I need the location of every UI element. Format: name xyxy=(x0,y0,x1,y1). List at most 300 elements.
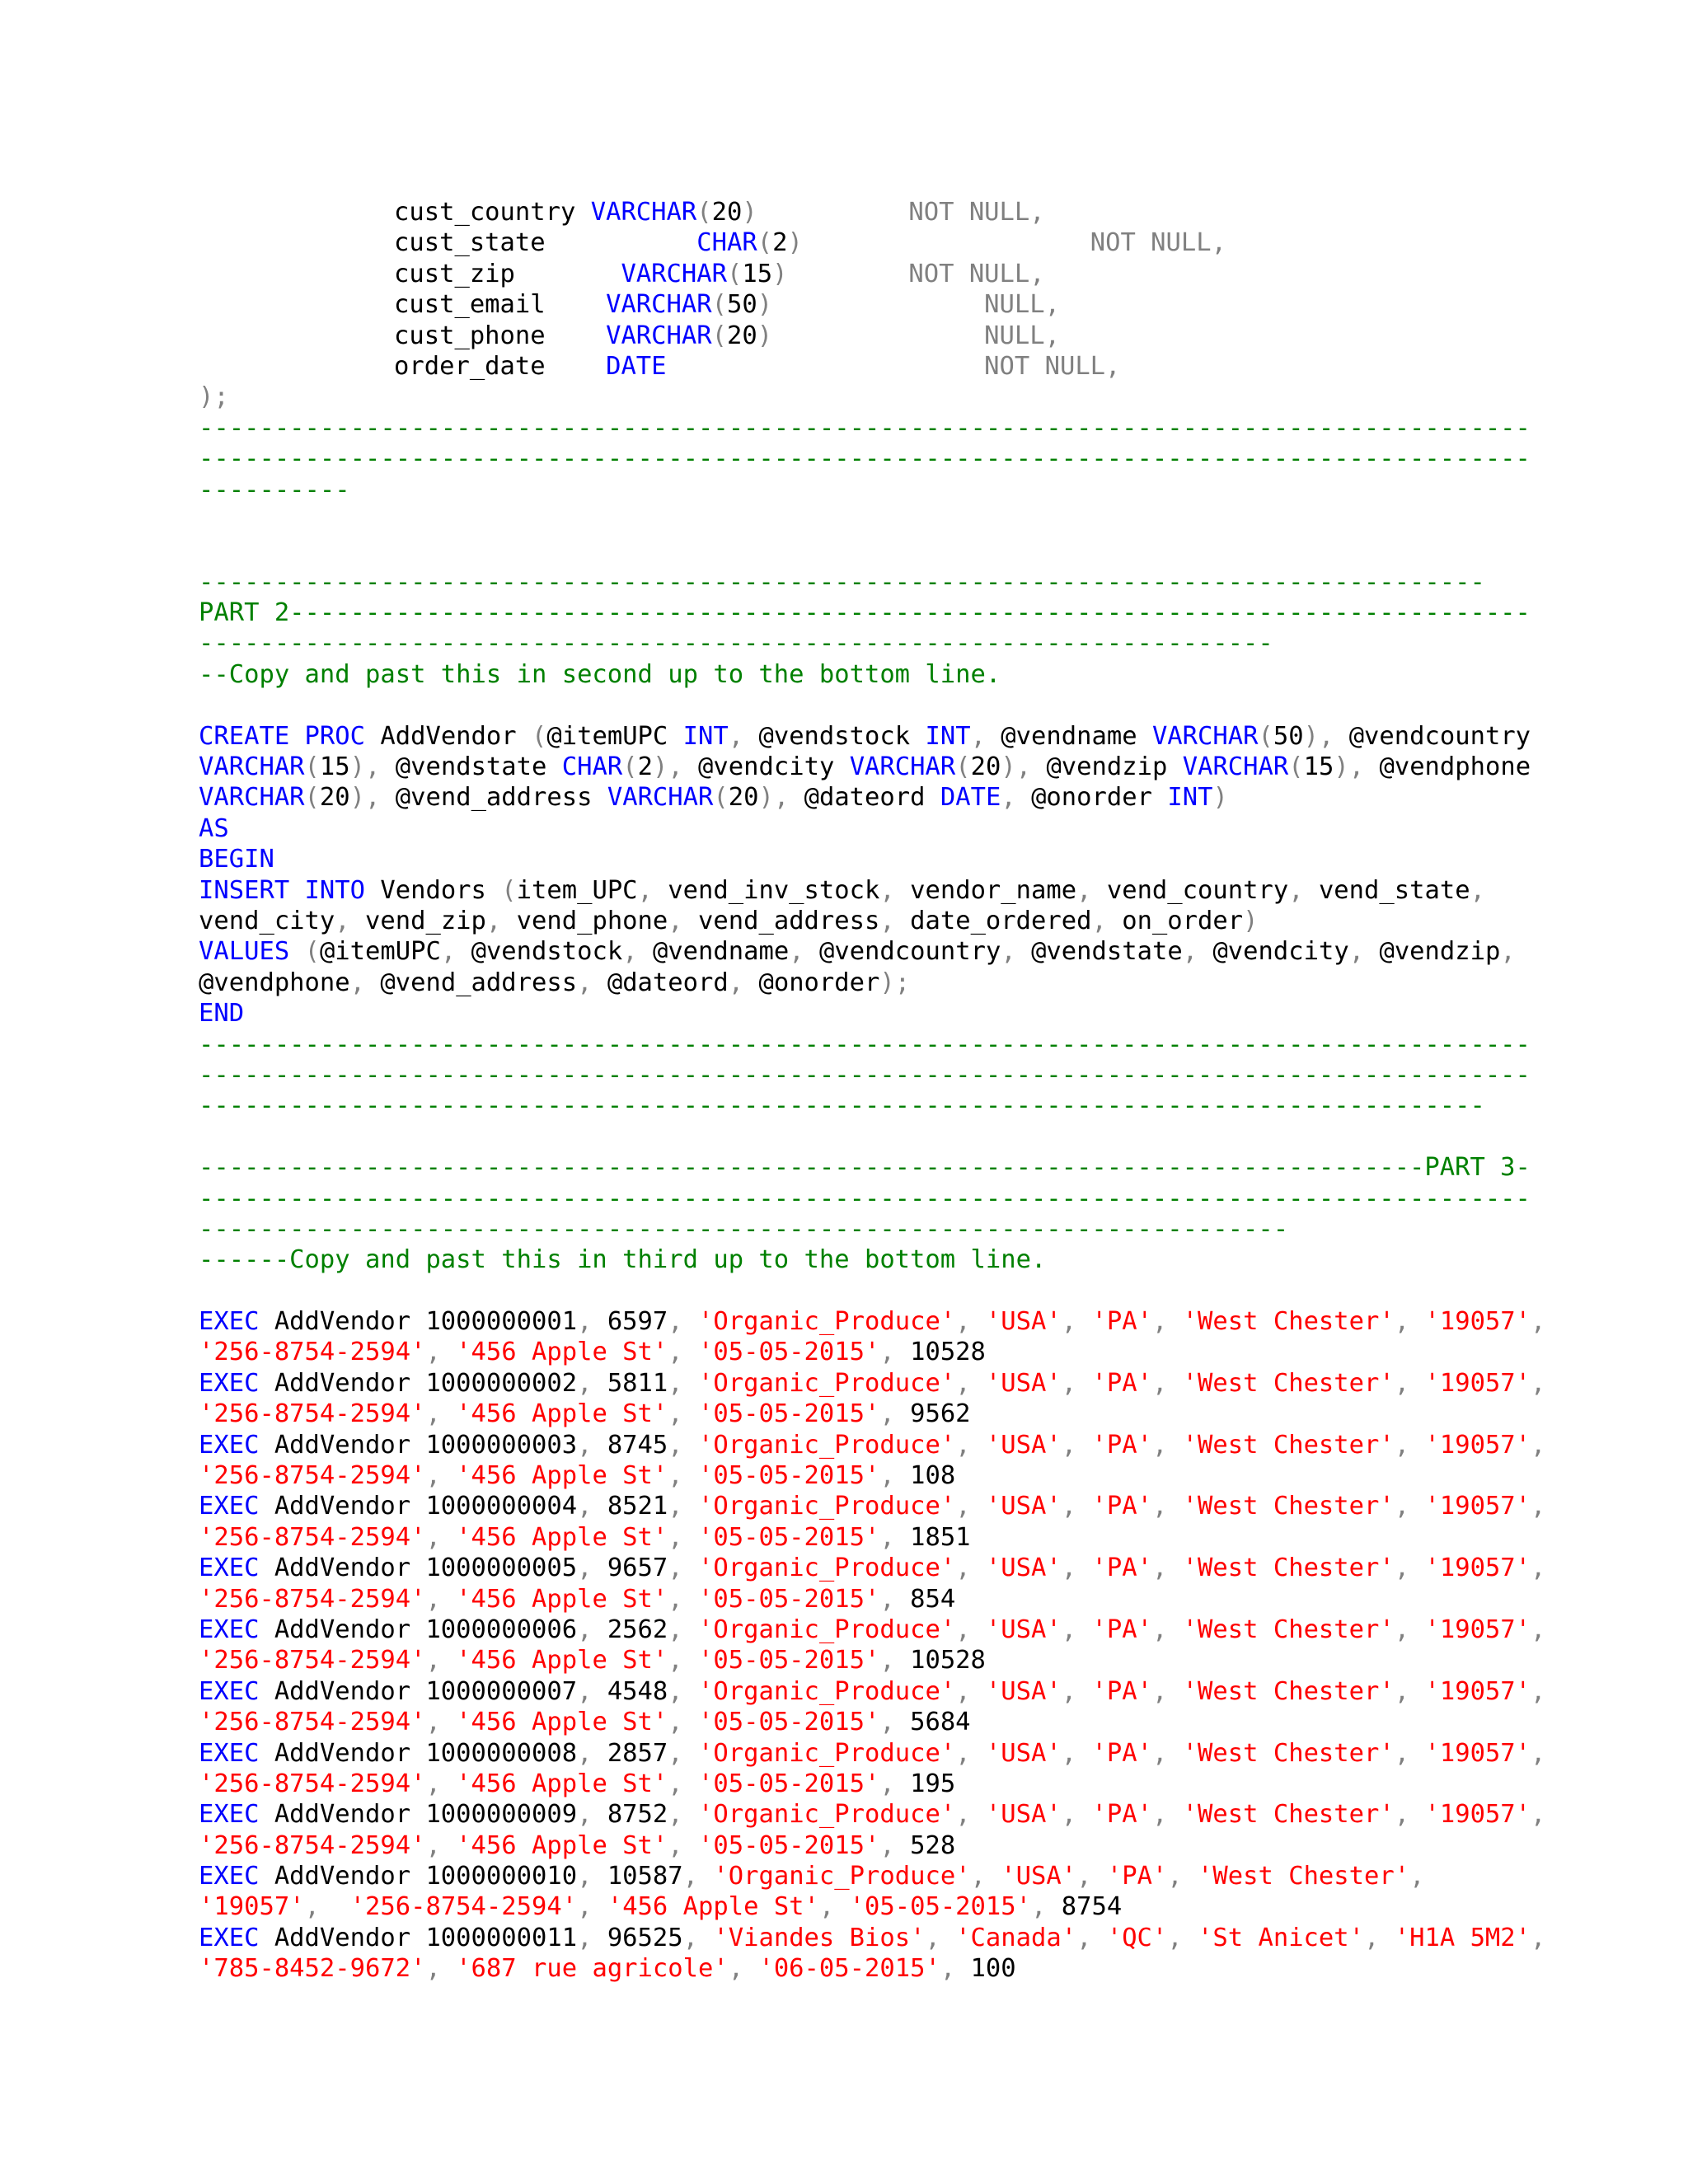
punctuation: , xyxy=(1394,1492,1425,1521)
code-line xyxy=(199,1738,1546,1769)
code-line xyxy=(199,998,1484,1029)
string-literal: '256-8754-2594' xyxy=(199,1646,426,1675)
punctuation: , xyxy=(1151,1492,1183,1521)
punctuation: , xyxy=(1531,1307,1546,1337)
punctuation: , xyxy=(879,1769,895,1798)
punctuation: ( xyxy=(955,752,971,782)
code-text: @vendstock xyxy=(743,721,926,751)
code-line xyxy=(199,1183,1531,1214)
code-text: @itemUPC xyxy=(319,937,441,967)
blank-line xyxy=(199,1122,1484,1152)
code-text: 8754 xyxy=(1046,1892,1123,1922)
sql-code-document xyxy=(199,197,1546,1985)
string-literal: 'West Chester' xyxy=(1182,1738,1395,1768)
code-line xyxy=(199,227,1484,258)
sql-keyword: EXEC xyxy=(199,1676,260,1706)
string-literal: 'West Chester' xyxy=(1182,1307,1395,1337)
punctuation: , xyxy=(1167,1862,1198,1891)
punctuation: , xyxy=(1151,1615,1183,1644)
code-text: 108 xyxy=(894,1461,956,1491)
punctuation: , xyxy=(668,1708,698,1737)
code-line xyxy=(199,1553,1546,1583)
code-line xyxy=(199,906,1484,936)
sql-keyword: CHAR xyxy=(696,228,757,258)
code-text: 50 xyxy=(1273,721,1304,751)
code-text: AddVendor 1000000011 xyxy=(259,1923,578,1952)
code-text: 195 xyxy=(894,1769,956,1798)
code-text xyxy=(289,937,304,966)
code-line xyxy=(199,1152,1531,1183)
string-literal: 'Viandes Bios' xyxy=(713,1923,926,1952)
code-text: @vendcountry xyxy=(1334,721,1531,751)
code-text: @vendname xyxy=(637,937,790,967)
code-line xyxy=(199,382,1484,412)
code-text: AddVendor 1000000005 xyxy=(259,1554,578,1583)
punctuation: , xyxy=(1394,1800,1425,1830)
code-line xyxy=(199,1244,1484,1275)
string-literal: '19057' xyxy=(1424,1307,1531,1337)
punctuation: , xyxy=(577,1430,593,1460)
punctuation: , xyxy=(1531,1615,1546,1644)
code-line xyxy=(199,813,1484,844)
string-literal: 'PA' xyxy=(1091,1615,1152,1644)
sql-keyword: CHAR xyxy=(561,752,623,782)
punctuation: , xyxy=(425,1769,457,1798)
code-line xyxy=(199,1368,1546,1399)
punctuation: , xyxy=(1531,1800,1546,1830)
comment-text: ---------- xyxy=(199,475,350,504)
code-line xyxy=(199,1214,1484,1244)
punctuation: ( xyxy=(1288,752,1304,782)
code-line xyxy=(199,844,1484,874)
string-literal: 'PA' xyxy=(1091,1554,1152,1583)
string-literal: 'USA' xyxy=(985,1554,1062,1583)
string-literal: '05-05-2015' xyxy=(698,1399,880,1429)
punctuation: , xyxy=(425,1399,457,1429)
sql-keyword: EXEC xyxy=(199,1738,260,1768)
code-text: AddVendor 1000000002 xyxy=(259,1368,578,1398)
code-line xyxy=(199,413,1531,443)
punctuation: ( xyxy=(304,783,320,813)
punctuation: , xyxy=(349,968,366,997)
punctuation: , xyxy=(970,721,986,751)
punctuation: , xyxy=(1531,1923,1546,1952)
punctuation: , xyxy=(668,1461,698,1491)
string-literal: 'USA' xyxy=(1001,1862,1077,1891)
sql-keyword: VARCHAR xyxy=(849,752,956,782)
code-text: AddVendor 1000000004 xyxy=(259,1492,578,1521)
code-text: @vendzip xyxy=(1031,752,1183,782)
code-line xyxy=(199,1830,1484,1861)
comment-text: ---------------------------------------------------------------------------------------- xyxy=(199,1060,1531,1090)
punctuation: , xyxy=(1151,1368,1183,1398)
code-text: vend_city xyxy=(199,906,335,935)
code-text: item_UPC xyxy=(516,875,638,905)
sql-keyword: DATE xyxy=(940,783,1001,813)
punctuation: , xyxy=(577,1800,593,1830)
punctuation: , xyxy=(1091,906,1107,935)
code-line xyxy=(199,1491,1546,1521)
punctuation: , xyxy=(577,1923,593,1952)
punctuation: , xyxy=(1151,1554,1183,1583)
punctuation: , xyxy=(1001,783,1016,813)
punctuation: , xyxy=(955,1554,986,1583)
code-text: cust_country xyxy=(394,198,591,227)
sql-keyword: INT xyxy=(1167,783,1213,813)
punctuation: , xyxy=(440,937,457,967)
punctuation: , xyxy=(879,1830,895,1860)
code-text: 8752 xyxy=(592,1800,668,1830)
code-text: @dateord xyxy=(592,968,729,997)
punctuation: , xyxy=(485,906,502,935)
sql-keyword: EXEC xyxy=(199,1307,260,1337)
code-text: 50 xyxy=(727,290,757,320)
sql-keyword: EXEC xyxy=(199,1368,260,1398)
punctuation: ( xyxy=(696,198,712,227)
code-line xyxy=(199,936,1516,967)
punctuation: ), xyxy=(1334,752,1365,782)
punctuation: ) NULL, xyxy=(757,321,1060,350)
code-line xyxy=(199,443,1531,474)
code-text: 5811 xyxy=(592,1368,668,1398)
string-literal: '256-8754-2594' xyxy=(199,1769,426,1798)
code-text: 15 xyxy=(742,259,773,288)
code-text: cust_email xyxy=(394,290,607,320)
punctuation: , xyxy=(955,1368,986,1398)
code-text: 20 xyxy=(970,752,1001,782)
punctuation: ), xyxy=(652,752,683,782)
punctuation: , xyxy=(1151,1676,1183,1706)
code-text: 2 xyxy=(637,752,653,782)
string-literal: 'West Chester' xyxy=(1182,1615,1395,1644)
punctuation: , xyxy=(879,1584,895,1614)
code-text: 854 xyxy=(894,1584,956,1614)
code-line xyxy=(199,1306,1546,1337)
punctuation: , xyxy=(1531,1554,1546,1583)
code-text: 20 xyxy=(319,783,350,813)
code-line xyxy=(199,1923,1546,1953)
string-literal: '05-05-2015' xyxy=(849,1892,1031,1922)
punctuation: , xyxy=(682,1923,714,1952)
punctuation: , xyxy=(1061,1676,1092,1706)
punctuation: , xyxy=(577,1738,593,1768)
string-literal: '05-05-2015' xyxy=(698,1461,880,1491)
code-text: 100 xyxy=(955,1954,1016,1984)
code-text: 20 xyxy=(711,198,743,227)
punctuation: , xyxy=(1061,1368,1092,1398)
punctuation: , xyxy=(818,1892,850,1922)
code-line xyxy=(199,1584,1484,1615)
punctuation: , xyxy=(668,1430,699,1460)
punctuation: ), xyxy=(1001,752,1032,782)
string-literal: '19057' xyxy=(1424,1676,1531,1706)
code-line xyxy=(199,1799,1546,1830)
punctuation: , xyxy=(577,1554,593,1583)
comment-text: ---------------------------------------------------------------------------------------- xyxy=(199,1183,1531,1213)
punctuation: , xyxy=(955,1430,986,1460)
punctuation: , xyxy=(668,1522,698,1552)
string-literal: 'USA' xyxy=(985,1738,1062,1768)
string-literal: '05-05-2015' xyxy=(698,1584,880,1614)
sql-keyword: EXEC xyxy=(199,1862,260,1891)
code-text: 96525 xyxy=(592,1923,683,1952)
comment-text: ---------------------------------------------------------------------------------------- xyxy=(199,413,1531,443)
string-literal: 'USA' xyxy=(985,1492,1062,1521)
code-line xyxy=(199,1645,1484,1675)
comment-text: PART 2---------------------------------------------------------------------------------- xyxy=(199,598,1531,628)
punctuation: , xyxy=(425,1830,457,1860)
punctuation: , xyxy=(1394,1738,1425,1768)
comment-text: ------------------------------------------------------------------------ xyxy=(199,1214,1289,1244)
blank-line xyxy=(199,1276,1484,1306)
comment-text: ----------------------------------------------------------------------- xyxy=(199,629,1273,658)
punctuation: , xyxy=(1061,1492,1092,1521)
code-text: @dateord xyxy=(789,783,940,813)
code-text: 2562 xyxy=(592,1615,668,1644)
string-literal: '05-05-2015' xyxy=(698,1708,880,1737)
code-line xyxy=(199,875,1484,906)
code-line xyxy=(199,598,1531,628)
punctuation: ( xyxy=(713,783,729,813)
punctuation: , xyxy=(1394,1554,1425,1583)
code-text: cust_state xyxy=(394,228,697,258)
code-text: AddVendor 1000000008 xyxy=(259,1738,578,1768)
code-text: 4548 xyxy=(592,1676,668,1706)
code-line xyxy=(199,1891,1484,1922)
code-text: @vend_address xyxy=(365,968,578,997)
punctuation: , xyxy=(789,937,804,967)
code-text: order_date xyxy=(394,351,607,381)
punctuation: , xyxy=(668,1399,698,1429)
code-text: AddVendor xyxy=(365,721,532,751)
punctuation: , xyxy=(1076,1862,1107,1891)
code-text: 10528 xyxy=(894,1646,986,1675)
punctuation: NOT NULL, xyxy=(666,351,1121,381)
punctuation: , xyxy=(955,1676,986,1706)
code-text: 10528 xyxy=(894,1338,986,1367)
code-text: @itemUPC xyxy=(546,721,683,751)
punctuation: ( xyxy=(711,290,727,320)
code-line xyxy=(199,752,1531,782)
sql-keyword: VARCHAR xyxy=(199,752,305,782)
punctuation: ( xyxy=(304,937,320,967)
code-line xyxy=(199,1399,1484,1429)
punctuation: , xyxy=(879,1399,895,1429)
string-literal: 'PA' xyxy=(1091,1492,1152,1521)
code-line xyxy=(199,1676,1546,1707)
string-literal: '256-8754-2594' xyxy=(349,1892,578,1922)
punctuation: , xyxy=(879,1338,895,1367)
string-literal: '05-05-2015' xyxy=(698,1830,880,1860)
punctuation: , xyxy=(577,1862,593,1891)
code-text: 20 xyxy=(728,783,759,813)
code-text: AddVendor 1000000007 xyxy=(259,1676,578,1706)
string-literal: 'USA' xyxy=(985,1615,1062,1644)
sql-keyword: VARCHAR xyxy=(606,321,712,350)
punctuation: ) NOT NULL, xyxy=(787,228,1226,258)
string-literal: '256-8754-2594' xyxy=(199,1584,426,1614)
punctuation: ( xyxy=(304,752,320,782)
string-literal: '785-8452-9672' xyxy=(199,1954,426,1984)
code-text: vend_inv_stock xyxy=(652,875,880,905)
punctuation: , xyxy=(1531,1492,1546,1521)
comment-text: ---------------------------------------------------------------------------------------- xyxy=(199,444,1531,474)
punctuation: , xyxy=(1061,1430,1092,1460)
sql-keyword: EXEC xyxy=(199,1800,260,1830)
code-text: 1851 xyxy=(894,1522,971,1552)
string-literal: 'Organic_Produce' xyxy=(713,1862,971,1891)
punctuation: , xyxy=(668,1554,699,1583)
string-literal: '456 Apple St' xyxy=(607,1892,819,1922)
sql-keyword: AS xyxy=(199,813,229,843)
punctuation: , xyxy=(668,1492,699,1521)
punctuation: , xyxy=(425,1584,457,1614)
comment-text: ------------------------------------------------------------------------------------- xyxy=(199,1091,1485,1121)
punctuation: , xyxy=(668,1338,698,1367)
string-literal: '19057' xyxy=(1424,1368,1531,1398)
code-line xyxy=(199,351,1484,382)
string-literal: 'Organic_Produce' xyxy=(698,1492,956,1521)
code-text: 8521 xyxy=(592,1492,668,1521)
sql-keyword: INT xyxy=(682,721,729,751)
sql-keyword: INT xyxy=(925,721,971,751)
code-text: @vend_address xyxy=(380,783,607,813)
sql-keyword: VARCHAR xyxy=(607,783,714,813)
code-text: AddVendor 1000000001 xyxy=(259,1307,578,1337)
code-line xyxy=(199,1522,1484,1553)
punctuation: , xyxy=(668,1800,699,1830)
string-literal: 'USA' xyxy=(985,1676,1062,1706)
code-text: @vendstate xyxy=(380,752,562,782)
punctuation: , xyxy=(1500,937,1516,967)
punctuation: , xyxy=(668,1676,699,1706)
sql-keyword: INSERT INTO xyxy=(199,875,365,905)
punctuation: , xyxy=(682,1862,714,1891)
string-literal: 'Organic_Produce' xyxy=(698,1430,956,1460)
punctuation: ); xyxy=(879,968,911,997)
code-text: 15 xyxy=(1303,752,1334,782)
code-line xyxy=(199,567,1484,598)
string-literal: '456 Apple St' xyxy=(456,1399,668,1429)
string-literal: '256-8754-2594' xyxy=(199,1522,426,1552)
string-literal: 'H1A 5M2' xyxy=(1394,1923,1531,1952)
code-text: cust_phone xyxy=(394,321,607,350)
code-line xyxy=(199,197,1484,227)
string-literal: 'West Chester' xyxy=(1182,1676,1395,1706)
punctuation: , xyxy=(1394,1430,1425,1460)
string-literal: '256-8754-2594' xyxy=(199,1708,426,1737)
punctuation: , xyxy=(1394,1615,1425,1644)
sql-keyword: VARCHAR xyxy=(621,259,727,288)
code-text: 9657 xyxy=(592,1554,668,1583)
code-line xyxy=(199,1769,1484,1799)
string-literal: '19057' xyxy=(1424,1738,1531,1768)
punctuation: ), xyxy=(349,783,381,813)
punctuation: , xyxy=(1061,1615,1092,1644)
string-literal: 'PA' xyxy=(1091,1800,1152,1830)
sql-keyword: VARCHAR xyxy=(606,290,712,320)
punctuation: ) xyxy=(1212,783,1228,813)
punctuation: ( xyxy=(532,721,547,751)
punctuation: ), xyxy=(758,783,790,813)
sql-keyword: EXEC xyxy=(199,1430,260,1460)
code-text: AddVendor 1000000010 xyxy=(259,1862,578,1891)
punctuation: , xyxy=(955,1738,986,1768)
punctuation: , xyxy=(1531,1738,1546,1768)
comment-text: ------------------------------------------------------------------------------------- xyxy=(199,567,1485,597)
punctuation: , xyxy=(955,1307,986,1337)
punctuation: , xyxy=(668,1646,698,1675)
punctuation: , xyxy=(879,1522,895,1552)
punctuation: ) NOT NULL, xyxy=(772,259,1045,288)
punctuation: , xyxy=(955,1492,986,1521)
string-literal: 'PA' xyxy=(1091,1738,1152,1768)
code-text: vendor_name xyxy=(894,875,1077,905)
punctuation: , xyxy=(668,1307,699,1337)
string-literal: 'West Chester' xyxy=(1198,1862,1410,1891)
string-literal: 'Organic_Produce' xyxy=(698,1307,956,1337)
punctuation: , xyxy=(1394,1307,1425,1337)
string-literal: 'Organic_Produce' xyxy=(698,1738,956,1768)
punctuation: , xyxy=(1531,1430,1546,1460)
punctuation: , xyxy=(668,1615,699,1644)
sql-keyword: VARCHAR xyxy=(1182,752,1289,782)
string-literal: '456 Apple St' xyxy=(456,1769,668,1798)
string-literal: 'PA' xyxy=(1091,1368,1152,1398)
punctuation: , xyxy=(955,1615,986,1644)
punctuation: ( xyxy=(727,259,743,288)
punctuation: , xyxy=(425,1954,457,1984)
string-literal: 'USA' xyxy=(985,1368,1062,1398)
punctuation: , xyxy=(940,1954,956,1984)
punctuation: , xyxy=(1151,1738,1183,1768)
punctuation: ), xyxy=(1303,721,1334,751)
punctuation: , xyxy=(668,1584,698,1614)
punctuation: , xyxy=(668,906,683,935)
code-text: @vendphone xyxy=(199,968,350,997)
sql-keyword: BEGIN xyxy=(199,845,274,874)
sql-keyword: VARCHAR xyxy=(590,198,697,227)
sql-keyword: EXEC xyxy=(199,1615,260,1644)
punctuation: , xyxy=(728,1954,759,1984)
punctuation: , xyxy=(335,906,350,935)
code-text: date_ordered xyxy=(894,906,1092,935)
punctuation: , xyxy=(577,1676,593,1706)
code-line xyxy=(199,475,1484,505)
punctuation: ), xyxy=(349,752,381,782)
code-text: 9562 xyxy=(894,1399,971,1429)
punctuation: , xyxy=(1288,875,1304,905)
sql-keyword: DATE xyxy=(606,351,667,381)
string-literal: '19057' xyxy=(1424,1615,1531,1644)
punctuation: , xyxy=(668,1738,699,1768)
code-text: Vendors xyxy=(365,875,502,905)
punctuation: ( xyxy=(501,875,517,905)
string-literal: '456 Apple St' xyxy=(456,1522,668,1552)
punctuation: , xyxy=(425,1646,457,1675)
punctuation: , xyxy=(577,1615,593,1644)
code-text: @vendcountry xyxy=(804,937,1001,967)
code-text: @vendcity xyxy=(1198,937,1349,967)
punctuation: , xyxy=(1151,1800,1183,1830)
string-literal: 'USA' xyxy=(985,1307,1062,1337)
string-literal: '05-05-2015' xyxy=(698,1522,880,1552)
code-line xyxy=(199,289,1484,320)
punctuation: , xyxy=(637,875,653,905)
punctuation: ) NULL, xyxy=(757,290,1060,320)
code-text: 6597 xyxy=(592,1307,668,1337)
code-line xyxy=(199,1460,1484,1491)
